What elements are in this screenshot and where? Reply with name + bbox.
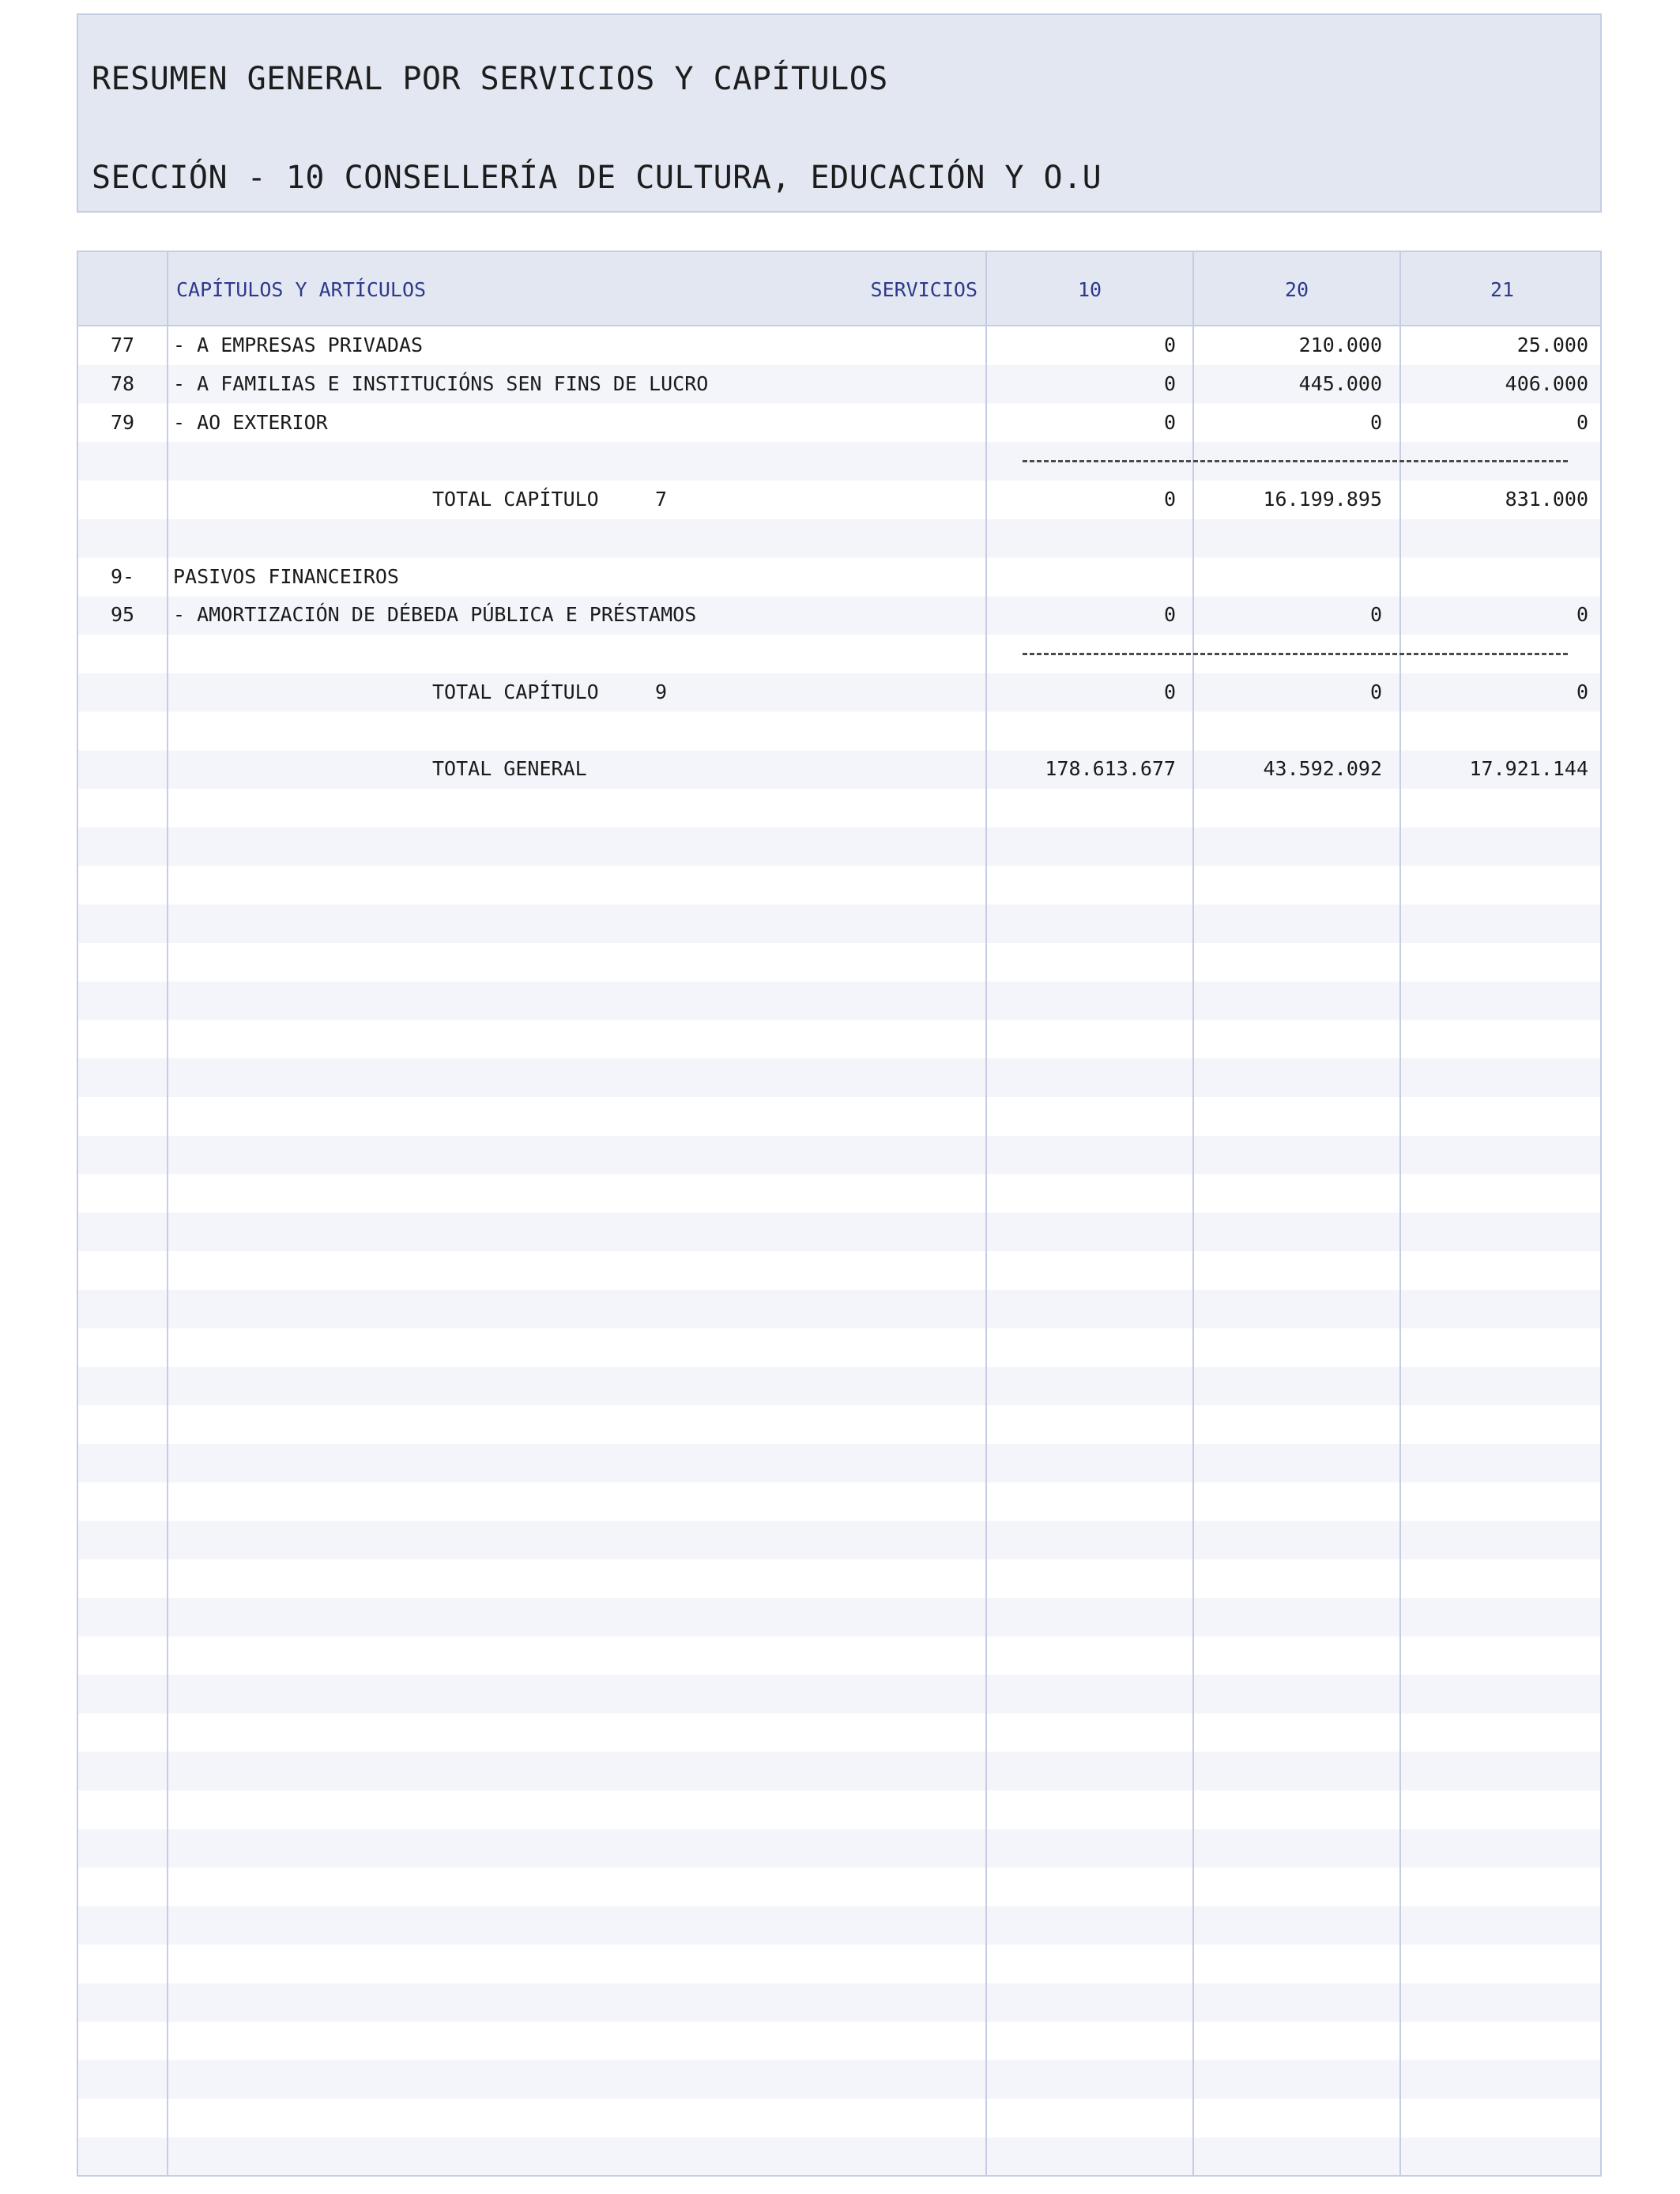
total-chapter-number: 7	[655, 488, 668, 511]
row-description: PASIVOS FINANCEIROS	[173, 564, 399, 588]
value-service-21: 0	[1576, 680, 1588, 703]
total-row	[78, 481, 1600, 519]
row-description: - A EMPRESAS PRIVADAS	[173, 334, 424, 356]
total-label: TOTAL CAPÍTULO	[432, 488, 599, 511]
table-row	[78, 326, 1600, 365]
value-service-20: 0	[1369, 680, 1382, 703]
total-label: TOTAL CAPÍTULO	[432, 680, 599, 703]
value-service-20: 445.000	[1298, 371, 1382, 395]
header-service-21: 21	[1490, 278, 1515, 301]
value-service-10: 0	[1163, 680, 1176, 703]
report-header	[77, 13, 1602, 213]
row-description: - A FAMILIAS E INSTITUCIÓNS SEN FINS DE LUCRO	[173, 371, 709, 395]
column-divider	[1192, 252, 1194, 2175]
value-service-10: 178.613.677	[1045, 757, 1176, 781]
value-service-10: 0	[1163, 371, 1176, 395]
column-divider	[167, 252, 168, 2175]
value-service-10: 0	[1163, 603, 1176, 627]
header-service-10: 10	[1077, 278, 1102, 301]
value-service-21: 0	[1576, 410, 1588, 434]
total-row	[78, 673, 1600, 712]
table-header	[78, 252, 1600, 326]
section-title: SECCIÓN - 10 CONSELLERÍA DE CULTURA, EDUCACIÓN Y O.U	[92, 160, 1102, 196]
row-description: - AO EXTERIOR	[173, 410, 328, 434]
value-service-20: 0	[1369, 410, 1382, 434]
grand-total-label: TOTAL GENERAL	[432, 757, 587, 781]
header-service-20: 20	[1284, 278, 1309, 301]
dashed-separator	[1023, 653, 1568, 655]
row-code: 95	[110, 603, 135, 627]
header-services: SERVICIOS	[870, 278, 977, 301]
value-service-21: 17.921.144	[1469, 757, 1588, 781]
row-description: - AMORTIZACIÓN DE DÉBEDA PÚBLICA E PRÉSTAMOS	[173, 603, 697, 627]
value-service-21: 831.000	[1505, 488, 1588, 511]
separator-row	[78, 635, 1600, 673]
summary-table	[77, 251, 1602, 2177]
column-divider	[1399, 252, 1401, 2175]
value-service-21: 406.000	[1505, 371, 1588, 395]
value-service-10: 0	[1163, 488, 1176, 511]
row-code: 78	[110, 371, 135, 395]
chapter-heading-row	[78, 558, 1600, 597]
value-service-10: 0	[1163, 410, 1176, 434]
header-chapters-articles: CAPÍTULOS Y ARTÍCULOS	[176, 278, 427, 301]
total-chapter-number: 9	[655, 680, 668, 703]
row-code: 79	[110, 410, 135, 434]
value-service-20: 210.000	[1298, 334, 1382, 356]
row-code: 77	[110, 334, 135, 356]
value-service-20: 0	[1369, 603, 1382, 627]
report-title: RESUMEN GENERAL POR SERVICIOS Y CAPÍTULOS	[92, 61, 888, 97]
value-service-21: 0	[1576, 603, 1588, 627]
table-row	[78, 365, 1600, 404]
dashed-separator	[1023, 460, 1568, 462]
row-code: 9-	[110, 564, 135, 588]
value-service-20: 43.592.092	[1263, 757, 1382, 781]
value-service-10: 0	[1163, 334, 1176, 356]
column-divider	[985, 252, 987, 2175]
separator-row	[78, 442, 1600, 481]
table-row	[78, 596, 1600, 635]
value-service-21: 25.000	[1516, 334, 1588, 356]
table-row	[78, 404, 1600, 443]
value-service-20: 16.199.895	[1263, 488, 1382, 511]
grand-total-row	[78, 750, 1600, 789]
